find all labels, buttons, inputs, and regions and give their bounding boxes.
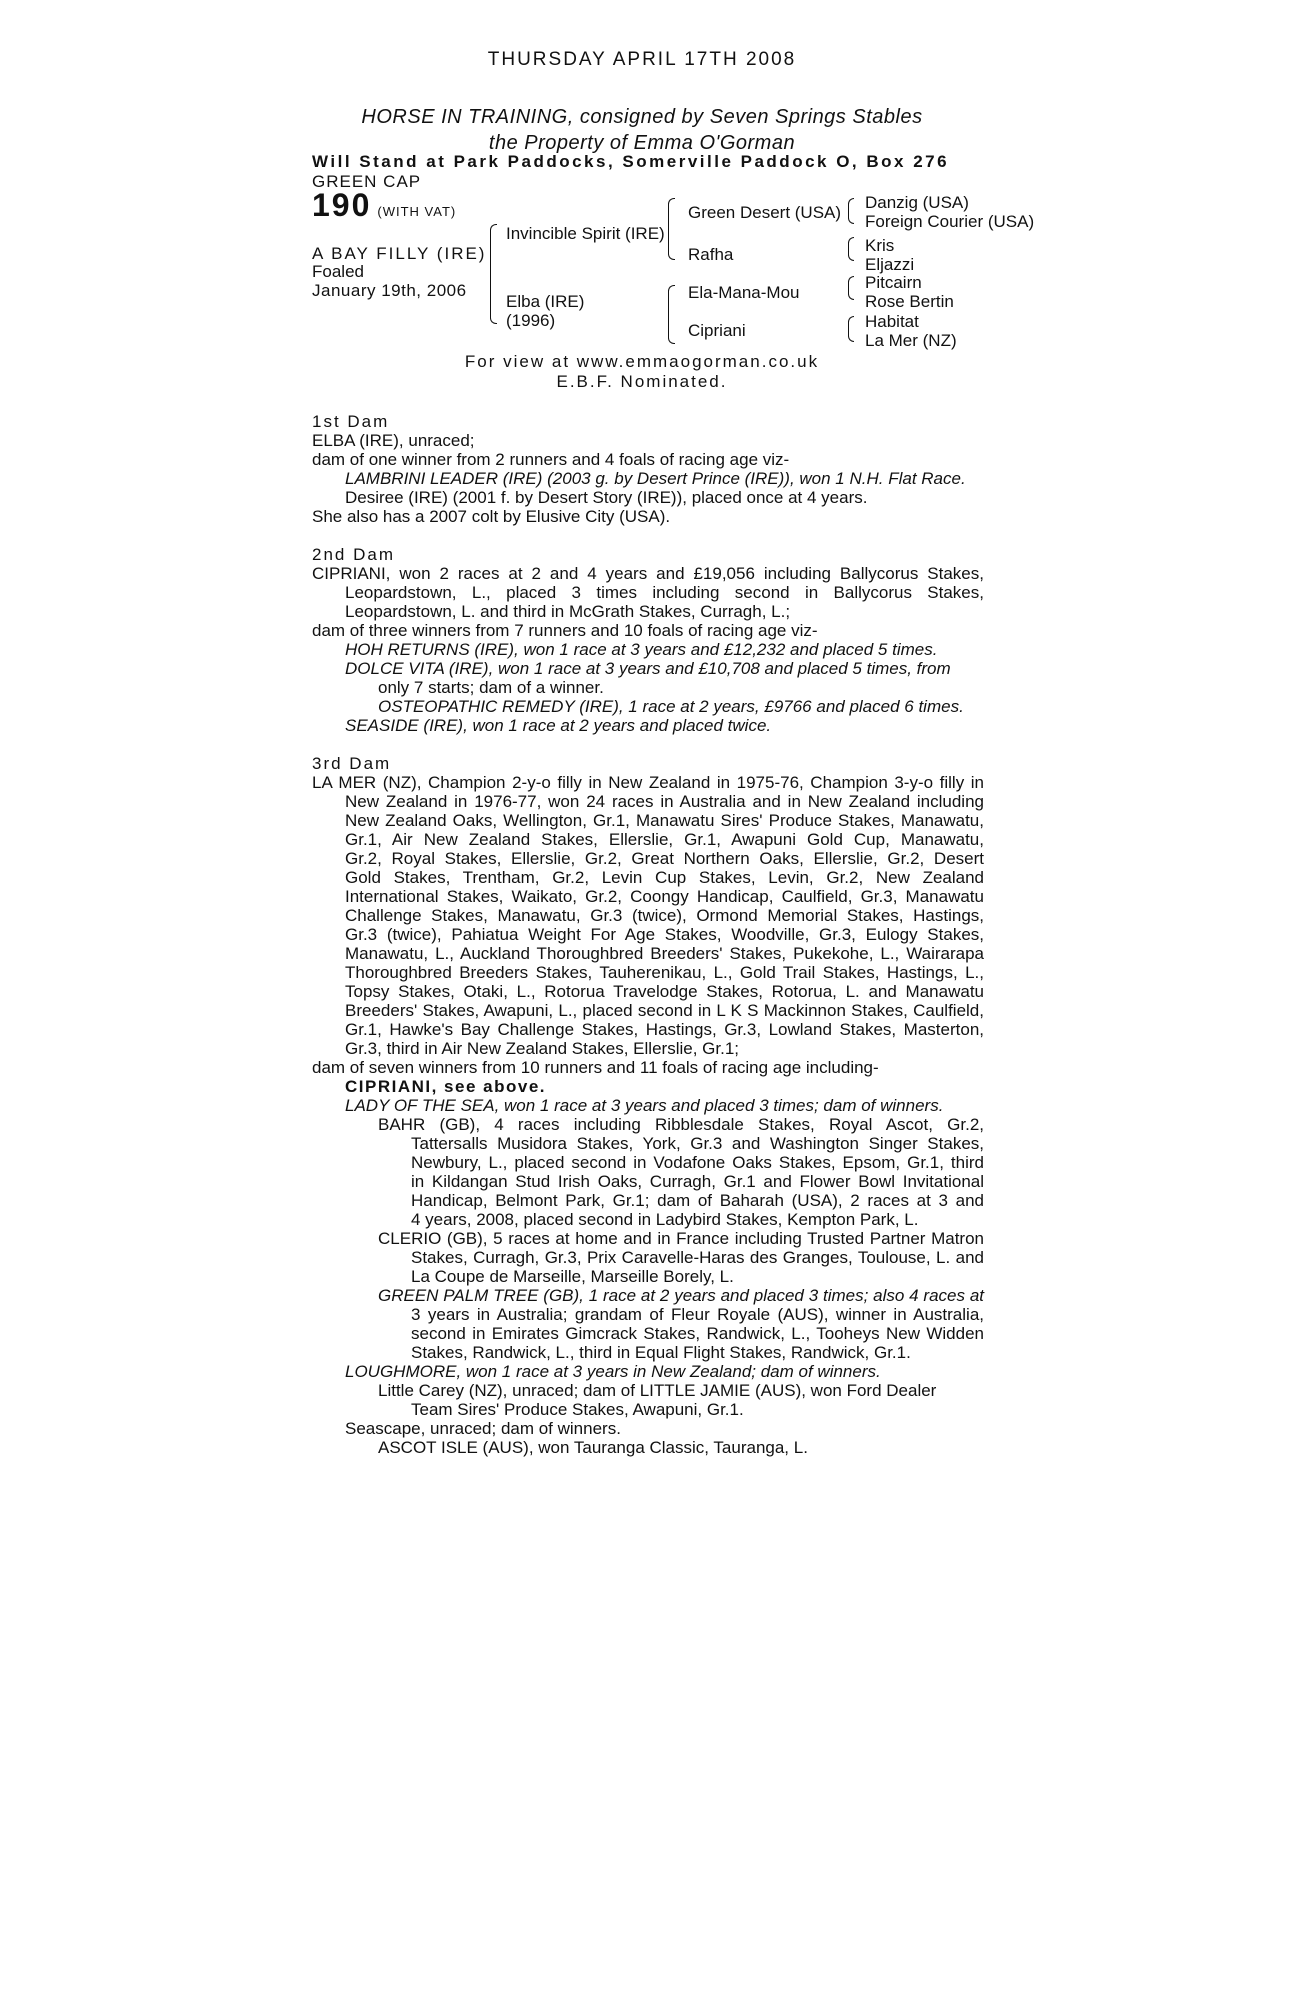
third-dam-line: in Kildangan Stud Irish Oaks, Curragh, Gr.1 and Flower Bowl Invitational — [411, 1172, 984, 1191]
pedigree-brace-dd — [848, 316, 854, 342]
stand-location: Will Stand at Park Paddocks, Somerville Paddock O, Box 276 — [312, 152, 950, 171]
first-dam-heading: 1st Dam — [312, 412, 390, 431]
horse-description: A BAY FILLY (IRE) — [312, 244, 487, 263]
pedigree-dds: Habitat — [865, 312, 919, 331]
third-dam-line: Tattersalls Musidora Stakes, York, Gr.3 and Washington Singer Stakes, — [411, 1134, 984, 1153]
third-dam-line: LADY OF THE SEA, won 1 race at 3 years and placed 3 times; dam of winners. — [345, 1096, 944, 1115]
pedigree-brace-dam — [668, 285, 675, 344]
third-dam-line: Handicap, Belmont Park, Gr.1; dam of Baharah (USA), 2 races at 3 and — [411, 1191, 984, 1210]
third-dam-heading: 3rd Dam — [312, 754, 392, 773]
third-dam-line: dam of seven winners from 10 runners and 11 foals of racing age including- — [312, 1058, 879, 1077]
third-dam-line: Topsy Stakes, Otaki, L., Rotorua Travelodge Stakes, Rotorua, L. and Manawatu — [345, 982, 984, 1001]
pedigree-sire: Invincible Spirit (IRE) — [506, 224, 665, 243]
third-dam-line: BAHR (GB), 4 races including Ribblesdale Stakes, Royal Ascot, Gr.2, — [378, 1115, 984, 1134]
third-dam-line: Thoroughbred Breeders Stakes, Tauherenikau, L., Gold Trail Stakes, Hastings, L., — [345, 963, 984, 982]
third-dam-section — [312, 754, 984, 1457]
pedigree-brace-sire — [668, 198, 675, 260]
third-dam-line: Gr.3 (twice), Pahiatua Weight For Age Stakes, Woodville, Gr.3, Eulogy Stakes, — [345, 925, 984, 944]
pedigree-dam-sire: Ela-Mana-Mou — [688, 283, 800, 302]
second-dam-heading: 2nd Dam — [312, 545, 395, 564]
third-dam-line: ASCOT ISLE (AUS), won Tauranga Classic, Tauranga, L. — [378, 1438, 808, 1457]
pedigree-sds: Kris — [865, 236, 895, 255]
lot-number-block — [312, 187, 457, 223]
first-dam-line: dam of one winner from 2 runners and 4 foals of racing age viz- — [312, 450, 790, 469]
vat-note: (WITH VAT) — [377, 204, 457, 219]
third-dam-line: Newbury, L., placed second in Vodafone Oaks Stakes, Epsom, Gr.1, third — [411, 1153, 984, 1172]
view-website: For view at www.emmaogorman.co.uk — [464, 352, 820, 371]
third-dam-line: New Zealand Oaks, Wellington, Gr.1, Manawatu Sires' Produce Stakes, Manawatu, — [345, 811, 984, 830]
lot-number: 190 — [312, 187, 372, 223]
third-dam-line: Team Sires' Produce Stakes, Awapuni, Gr.1. — [411, 1400, 744, 1419]
third-dam-line: CIPRIANI, see above. — [345, 1077, 547, 1096]
pedigree-dam-line-2: (1996) — [506, 311, 556, 330]
foaled-label: Foaled — [312, 262, 364, 281]
third-dam-line: 3 years in Australia; grandam of Fleur Royale (AUS), winner in Australia, — [411, 1305, 984, 1324]
pedigree-sire-dam: Rafha — [688, 245, 734, 264]
consignment-line-2: the Property of Emma O'Gorman — [488, 132, 796, 154]
second-dam-line: SEASIDE (IRE), won 1 race at 2 years and placed twice. — [345, 716, 772, 735]
third-dam-line: Breeders' Stakes, Awapuni, L., placed second in L K S Mackinnon Stakes, Caulfield, — [345, 1001, 984, 1020]
sale-date: THURSDAY APRIL 17TH 2008 — [487, 49, 797, 70]
pedigree-sss: Danzig (USA) — [865, 193, 969, 212]
third-dam-line: Gr.1, Hawke's Bay Challenge Stakes, Hastings, Gr.3, Lowland Stakes, Masterton, — [345, 1020, 984, 1039]
third-dam-line: New Zealand in 1976-77, won 24 races in Australia and in New Zealand including — [345, 792, 984, 811]
view-info — [312, 352, 972, 392]
second-dam-line: DOLCE VITA (IRE), won 1 race at 3 years and £10,708 and placed 5 times, from — [345, 659, 951, 678]
third-dam-line: 4 years, 2008, placed second in Ladybird Stakes, Kempton Park, L. — [411, 1210, 919, 1229]
pedigree-brace-ds — [848, 276, 854, 300]
pedigree-brace-sd — [848, 237, 854, 261]
third-dam-line: Gold Stakes, Trentham, Gr.2, Levin Cup Stakes, Levin, Gr.2, New Zealand — [345, 868, 984, 887]
second-dam-line: dam of three winners from 7 runners and 10 foals of racing age viz- — [312, 621, 818, 640]
third-dam-line: International Stakes, Waikato, Gr.2, Coongy Handicap, Caulfield, Gr.3, Manawatu — [345, 887, 984, 906]
second-dam-line: Leopardstown, L. and third in McGrath Stakes, Curragh, L.; — [345, 602, 791, 621]
third-dam-line: Stakes, Randwick, L., third in Equal Flight Stakes, Randwick, Gr.1. — [411, 1343, 911, 1362]
second-dam-line: OSTEOPATHIC REMEDY (IRE), 1 race at 2 years, £9766 and placed 6 times. — [378, 697, 964, 716]
pedigree-dam-line-1: Elba (IRE) — [506, 292, 585, 311]
second-dam-line: only 7 starts; dam of a winner. — [378, 678, 604, 697]
pedigree-dsd: Rose Bertin — [865, 292, 954, 311]
third-dam-line: LA MER (NZ), Champion 2-y-o filly in New Zealand in 1975-76, Champion 3-y-o filly in — [312, 773, 984, 792]
consignment-line-1: HORSE IN TRAINING, consigned by Seven Springs Stables — [361, 106, 923, 128]
pedigree-sdd: Eljazzi — [865, 255, 915, 274]
third-dam-line: Stakes, Curragh, Gr.3, Prix Caravelle-Haras des Granges, Toulouse, L. and — [411, 1248, 984, 1267]
third-dam-line: Gr.1, Air New Zealand Stakes, Ellerslie, Gr.1, Awapuni Gold Cup, Manawatu, — [345, 830, 984, 849]
third-dam-line: GREEN PALM TREE (GB), 1 race at 2 years and placed 3 times; also 4 races at — [378, 1286, 984, 1305]
first-dam-line: ELBA (IRE), unraced; — [312, 431, 475, 450]
pedigree-ddd: La Mer (NZ) — [865, 331, 957, 350]
pedigree-dam-dam: Cipriani — [688, 321, 746, 340]
first-dam-line: She also has a 2007 colt by Elusive City (USA). — [312, 507, 671, 526]
pedigree-brace-main — [490, 224, 497, 324]
third-dam-line: La Coupe de Marseille, Marseille Borely, L. — [411, 1267, 734, 1286]
third-dam-line: Manawatu, L., Auckland Thoroughbred Breeders' Stakes, Pukekohe, L., Wairarapa — [345, 944, 984, 963]
second-dam-line: HOH RETURNS (IRE), won 1 race at 3 years and £12,232 and placed 5 times. — [345, 640, 938, 659]
third-dam-line: Gr.3, third in Air New Zealand Stakes, Ellerslie, Gr.1; — [345, 1039, 739, 1058]
second-dam-line: CIPRIANI, won 2 races at 2 and 4 years and £19,056 including Ballycorus Stakes, — [312, 564, 984, 583]
foaled-date: January 19th, 2006 — [312, 281, 467, 300]
first-dam-line: LAMBRINI LEADER (IRE) (2003 g. by Desert Prince (IRE)), won 1 N.H. Flat Race. — [345, 469, 966, 488]
pedigree-sire-sire: Green Desert (USA) — [688, 203, 842, 222]
third-dam-line: Seascape, unraced; dam of winners. — [345, 1419, 621, 1438]
pedigree-brace-ss — [848, 198, 854, 224]
third-dam-line: CLERIO (GB), 5 races at home and in France including Trusted Partner Matron — [378, 1229, 984, 1248]
pedigree-dss: Pitcairn — [865, 273, 922, 292]
third-dam-line: Challenge Stakes, Manawatu, Gr.3 (twice), Ormond Memorial Stakes, Hastings, — [345, 906, 984, 925]
first-dam-line: Desiree (IRE) (2001 f. by Desert Story (IRE)), placed once at 4 years. — [345, 488, 868, 507]
third-dam-line: Little Carey (NZ), unraced; dam of LITTLE JAMIE (AUS), won Ford Dealer — [378, 1381, 937, 1400]
first-dam-section — [312, 412, 984, 526]
pedigree-ssd: Foreign Courier (USA) — [865, 212, 1035, 231]
third-dam-line: Gr.2, Royal Stakes, Ellerslie, Gr.2, Great Northern Oaks, Ellerslie, Gr.2, Desert — [345, 849, 984, 868]
third-dam-line: second in Emirates Gimcrack Stakes, Randwick, L., Tooheys New Widden — [411, 1324, 984, 1343]
third-dam-line: LOUGHMORE, won 1 race at 3 years in New Zealand; dam of winners. — [345, 1362, 881, 1381]
cap-colour: GREEN CAP — [312, 172, 422, 191]
second-dam-section — [312, 545, 984, 735]
ebf-nominated: E.B.F. Nominated. — [556, 372, 728, 391]
consignment-heading — [312, 104, 972, 156]
second-dam-line: Leopardstown, L., placed 3 times including second in Ballycorus Stakes, — [345, 583, 984, 602]
